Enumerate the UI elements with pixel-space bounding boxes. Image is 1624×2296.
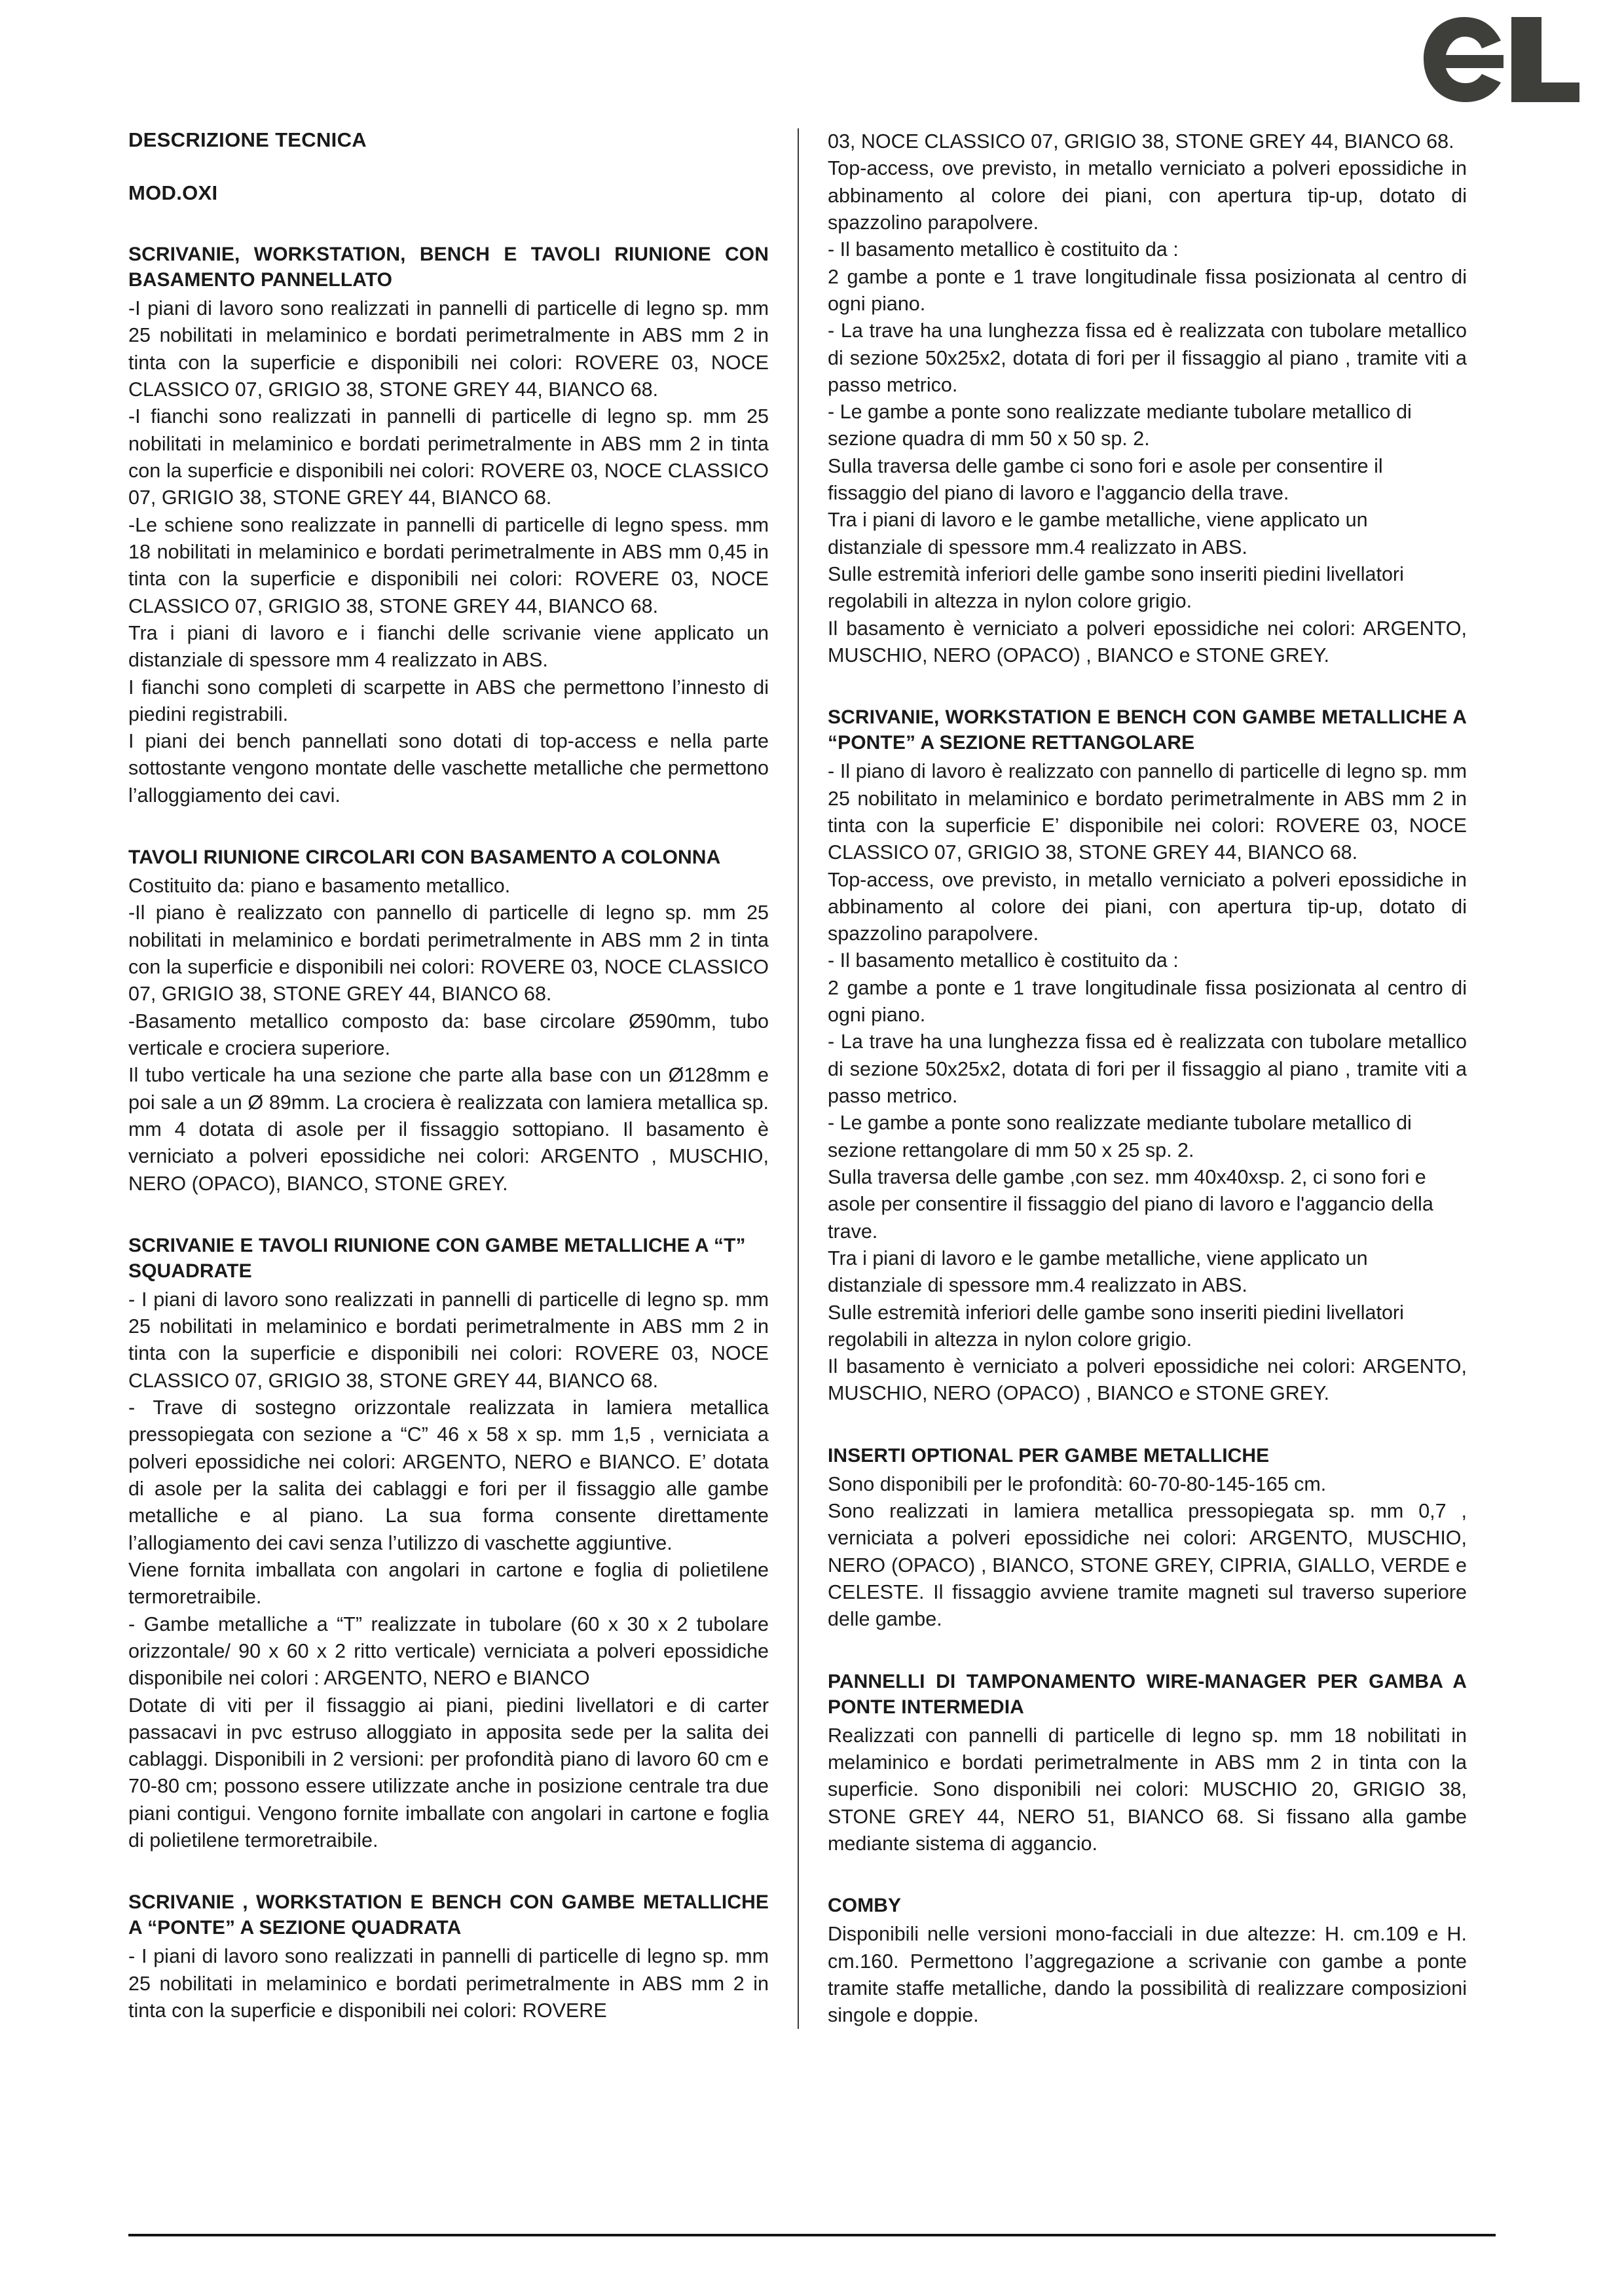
section-spacer — [828, 1408, 1467, 1443]
paragraph: Top-access, ove previsto, in metallo verniciato a polveri epossidiche in abbinamento al colore dei piani, con apertura tip-up, dotato di spazzolino parapolvere. — [828, 868, 1467, 945]
section-spacer — [128, 1197, 769, 1233]
model-label: MOD.OXI — [128, 181, 218, 204]
paragraph: - La trave ha una lunghezza fissa ed è realizzata con tubolare metallico di sezione 50x25x2, dotata di fori per il fissaggio al piano , tramite viti a passo metrico. — [828, 319, 1467, 396]
paragraph: Tra i piani di lavoro e i fianchi delle scrivanie viene applicato un distanziale di spessore mm 4 realizzato in ABS. — [128, 621, 769, 672]
paragraph: Viene fornita imballata con angolari in cartone e foglia di polietilene termoretraibile. — [128, 1558, 769, 1609]
section-spacer — [828, 669, 1467, 704]
paragraph: Sulle estremità inferiori delle gambe sono inseriti piedini livellatori regolabili in altezza in nylon colore grigio. — [828, 1301, 1404, 1351]
paragraph: Disponibili nelle versioni mono-facciali in due altezze: H. cm.109 e H. cm.160. Permettono l’aggregazione a scrivanie con gambe a ponte tramite staffe metalliche, dando la possibilità di realizzare composizioni singole e doppie. — [828, 1923, 1467, 2027]
paragraph: - Il basamento metallico è costituito da : — [828, 238, 1179, 261]
section-heading-square-bridge-legs: SCRIVANIE , WORKSTATION E BENCH CON GAMBE METALLICHE A “PONTE” A SEZIONE QUADRATA — [128, 1891, 769, 1939]
paragraph: Dotate di viti per il fissaggio ai piani, piedini livellatori e di carter passacavi in pvc estruso alloggiato in apposita sede per la salita dei cablaggi. Disponibili in 2 versioni: per profondità piano di lavoro 60 cm e 70-80 cm; possono essere utilizzate anche in posizione centrale tra due piani contigui. Vengono fornite imballate con angolari in cartone e foglia di polietilene termoretraibile. — [128, 1694, 769, 1852]
paragraph: - La trave ha una lunghezza fissa ed è realizzata con tubolare metallico di sezione 50x25x2, dotata di fori per il fissaggio al piano , tramite viti a passo metrico. — [828, 1030, 1467, 1107]
paragraph: Costituito da: piano e basamento metallico. — [128, 875, 511, 898]
section-spacer — [128, 1854, 769, 1889]
paragraph: 03, NOCE CLASSICO 07, GRIGIO 38, STONE GREY 44, BIANCO 68. — [828, 130, 1454, 153]
paragraph: - Gambe metalliche a “T” realizzate in tubolare (60 x 30 x 2 tubolare orizzontale/ 90 x 60 x 2 ritto verticale) verniciata a polveri epossidiche disponibile nei colori : ARGENTO, NERO e BIANCO — [128, 1613, 769, 1690]
paragraph: - Le gambe a ponte sono realizzate mediante tubolare metallico di sezione quadra di mm 50 x 50 sp. 2. — [828, 401, 1412, 450]
left-column — [128, 128, 798, 2029]
paragraph: -Le schiene sono realizzate in pannelli di particelle di legno spess. mm 18 nobilitati in melaminico e bordati perimetralmente in ABS mm 0,45 in tinta con la superficie e disponibili nei colori: ROVERE 03, NOCE CLASSICO 07, GRIGIO 38, STONE GREY 44, BIANCO 68. — [128, 513, 769, 617]
paragraph: Tra i piani di lavoro e le gambe metalliche, viene applicato un distanziale di spessore mm.4 realizzato in ABS. — [828, 509, 1368, 558]
page-title: DESCRIZIONE TECNICA — [128, 128, 367, 151]
paragraph: Sono realizzati in lamiera metallica pressopiegata sp. mm 0,7 , verniciata a polveri epossidiche nei colori: ARGENTO, MUSCHIO, NERO (OPACO) , BIANCO, STONE GREY, CIPRIA, GIALLO, VERDE e CELESTE. Il fissaggio avviene tramite magneti sul traverso superiore delle gambe. — [828, 1500, 1467, 1631]
paragraph: Sono disponibili per le profondità: 60-70-80-145-165 cm. — [828, 1472, 1327, 1495]
paragraph: Il basamento è verniciato a polveri epossidiche nei colori: ARGENTO, MUSCHIO, NERO (OPACO) , BIANCO e STONE GREY. — [828, 617, 1467, 666]
section-heading-optional-inserts: INSERTI OPTIONAL PER GAMBE METALLICHE — [828, 1444, 1270, 1467]
paragraph: -I fianchi sono realizzati in pannelli di particelle di legno sp. mm 25 nobilitati in melaminico e bordati perimetralmente in ABS mm 2 in tinta con la superficie e disponibili nei colori: ROVERE 03, NOCE CLASSICO 07, GRIGIO 38, STONE GREY 44, BIANCO 68. — [128, 405, 769, 509]
paragraph: -Basamento metallico composto da: base circolare Ø590mm, tubo verticale e crociera superiore. — [128, 1010, 769, 1059]
paragraph: Il tubo verticale ha una sezione che parte alla base con un Ø128mm e poi sale a un Ø 89mm. La crociera è realizzata con lamiera metallica sp. mm 4 dotata di asole per il fissaggio sottopiano. Il basamento è verniciato a polveri epossidiche nei colori: ARGENTO , MUSCHIO, NERO (OPACO), BIANCO, STONE GREY. — [128, 1064, 769, 1195]
paragraph: I fianchi sono completi di scarpette in ABS che permettono l’innesto di piedini registrabili. — [128, 676, 769, 725]
paragraph: Sulla traversa delle gambe ,con sez. mm 40x40xsp. 2, ci sono fori e asole per consentire il fissaggio del piano di lavoro e l'aggancio della trave. — [828, 1165, 1433, 1243]
footer-divider — [128, 2234, 1496, 2236]
paragraph: - Il basamento metallico è costituito da : — [828, 949, 1179, 972]
right-column — [798, 128, 1467, 2029]
paragraph: 2 gambe a ponte e 1 trave longitudinale fissa posizionata al centro di ogni piano. — [828, 976, 1467, 1027]
paragraph: Sulle estremità inferiori delle gambe sono inseriti piedini livellatori regolabili in altezza in nylon colore grigio. — [828, 563, 1404, 613]
section-heading-rectangular-bridge-legs: SCRIVANIE, WORKSTATION E BENCH CON GAMBE METALLICHE A “PONTE” A SEZIONE RETTANGOLARE — [828, 706, 1467, 754]
paragraph: -Il piano è realizzato con pannello di particelle di legno sp. mm 25 nobilitati in melaminico e bordati perimetralmente in ABS mm 2 in tinta con la superficie e disponibili nei colori: ROVERE 03, NOCE CLASSICO 07, GRIGIO 38, STONE GREY 44, BIANCO 68. — [128, 902, 769, 1006]
paragraph: - I piani di lavoro sono realizzati in pannelli di particelle di legno sp. mm 25 nobilitati in melaminico e bordati perimetralmente in ABS mm 2 in tinta con la superficie e disponibili nei colori: ROVERE 03, NOCE CLASSICO 07, GRIGIO 38, STONE GREY 44, BIANCO 68. — [128, 1288, 769, 1392]
paragraph: I piani dei bench pannellati sono dotati di top-access e nella parte sottostante vengono montate delle vaschette metalliche che permettono l’alloggiamento dei cavi. — [128, 730, 769, 807]
section-heading-comby: COMBY — [828, 1895, 902, 1917]
section-spacer — [828, 1857, 1467, 1893]
section-spacer — [128, 809, 769, 845]
paragraph: - I piani di lavoro sono realizzati in pannelli di particelle di legno sp. mm 25 nobilitati in melaminico e bordati perimetralmente in ABS mm 2 in tinta con la superficie e disponibili nei colori: ROVERE — [128, 1945, 769, 2022]
paragraph: - Le gambe a ponte sono realizzate mediante tubolare metallico di sezione rettangolare di mm 50 x 25 sp. 2. — [828, 1112, 1412, 1161]
paragraph: - Trave di sostegno orizzontale realizzata in lamiera metallica pressopiegata con sezione a “C” 46 x 58 x sp. mm 1,5 , verniciata a polveri epossidiche nei colori: ARGENTO, NERO e BIANCO. E’ dotata di asole per la salita dei cablaggi e fori per il fissaggio alle gambe metalliche e al piano. La sua forma consente direttamente l’allogiamento dei cavi senza l’utilizzo di vaschette aggiuntive. — [128, 1396, 769, 1554]
paragraph: Il basamento è verniciato a polveri epossidiche nei colori: ARGENTO, MUSCHIO, NERO (OPACO) , BIANCO e STONE GREY. — [828, 1355, 1467, 1405]
section-heading-wire-manager-panels: PANNELLI DI TAMPONAMENTO WIRE-MANAGER PER GAMBA A PONTE INTERMEDIA — [828, 1670, 1467, 1718]
section-spacer — [828, 1633, 1467, 1669]
paragraph: Sulla traversa delle gambe ci sono fori e asole per consentire il fissaggio del piano di lavoro e l'aggancio della trave. — [828, 454, 1383, 505]
paragraph: Tra i piani di lavoro e le gambe metalliche, viene applicato un distanziale di spessore mm.4 realizzato in ABS. — [828, 1247, 1368, 1297]
section-heading-panelled-base: SCRIVANIE, WORKSTATION, BENCH E TAVOLI RIUNIONE CON BASAMENTO PANNELLATO — [128, 244, 769, 291]
paragraph: -I piani di lavoro sono realizzati in pannelli di particelle di legno sp. mm 25 nobilitati in melaminico e bordati perimetralmente in ABS mm 2 in tinta con la superficie e disponibili nei colori: ROVERE 03, NOCE CLASSICO 07, GRIGIO 38, STONE GREY 44, BIANCO 68. — [128, 297, 769, 401]
paragraph: Top-access, ove previsto, in metallo verniciato a polveri epossidiche in abbinamento al colore dei piani, con apertura tip-up, dotato di spazzolino parapolvere. — [828, 157, 1467, 234]
brand-logo — [1420, 12, 1583, 107]
paragraph: - Il piano di lavoro è realizzato con pannello di particelle di legno sp. mm 25 nobilitato in melaminico e bordato perimetralmente in ABS mm 2 in tinta con la superficie E’ disponibile nei colori: ROVERE 03, NOCE CLASSICO 07, GRIGIO 38, STONE GREY 44, BIANCO 68. — [828, 760, 1467, 864]
content-columns — [128, 128, 1496, 2029]
section-heading-round-column-base: TAVOLI RIUNIONE CIRCOLARI CON BASAMENTO A COLONNA — [128, 847, 721, 869]
paragraph: 2 gambe a ponte e 1 trave longitudinale fissa posizionata al centro di ogni piano. — [828, 265, 1467, 315]
paragraph: Realizzati con pannelli di particelle di legno sp. mm 18 nobilitati in melaminico e bordati perimetralmente in ABS mm 2 in tinta con la superficie. Sono disponibili nei colori: MUSCHIO 20, GRIGIO 38, STONE GREY 44, NERO 51, BIANCO 68. Si fissano alla gambe mediante sistema di aggancio. — [828, 1724, 1467, 1855]
section-heading-t-legs: SCRIVANIE E TAVOLI RIUNIONE CON GAMBE METALLICHE A “T” SQUADRATE — [128, 1234, 746, 1282]
